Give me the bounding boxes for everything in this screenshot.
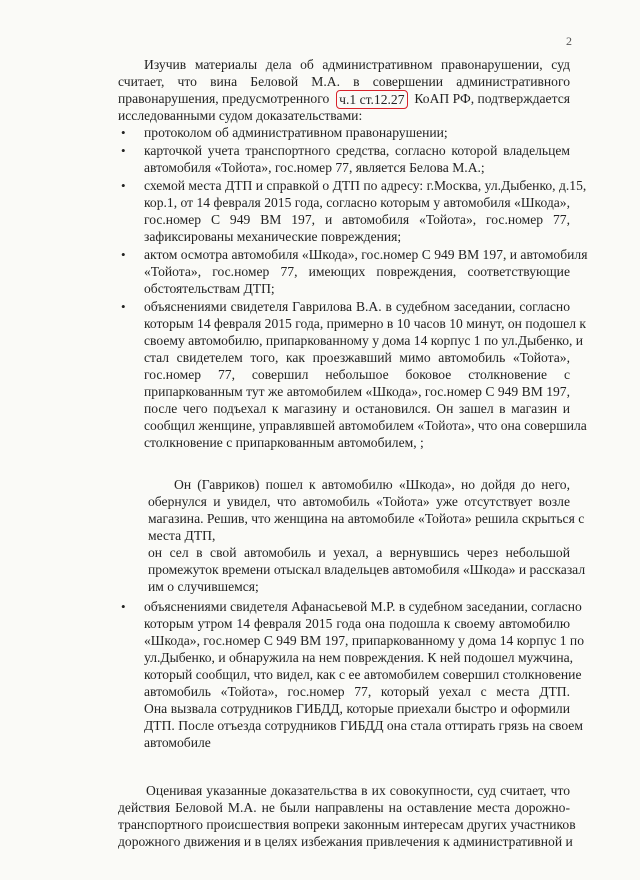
afanasyeva-line: который сообщил, что видел, как с ее автомобилем совершил столкновение [144, 667, 582, 682]
evidence-item-5-line: сообщил женщине, управлявшей автомобилем «Тойота», что она совершила [144, 418, 587, 433]
conclusion-line: дорожного движения и в целях избежания привлечения к административной и [118, 834, 573, 849]
evidence-item-2-line: автомобиля «Тойота», гос.номер 77, является Белова М.А.; [144, 160, 485, 175]
evidence-item-5-line: гос.номер 77, совершил небольшое боковое столкновение с [144, 367, 570, 382]
afanasyeva-line: автомобиль «Тойота», гос.номер 77, который уехал с места ДТП. [144, 684, 570, 699]
evidence-item-5-line: объяснениями свидетеля Гаврилова В.А. в судебном заседании, согласно [144, 299, 570, 314]
law-article-highlight: ч.1 ст.12.27 [336, 90, 407, 109]
evidence-item-4-line: актом осмотра автомобиля «Шкода», гос.номер С 949 ВМ 197, и автомобиля [144, 247, 588, 262]
intro-line-3-start: правонарушения, предусмотренного [118, 91, 330, 106]
afanasyeva-line: ул.Дыбенко, и обнаружила на нем повреждения. К ней подошел мужчина, [144, 650, 574, 665]
gavrikov-line: магазина. Решив, что женщина на автомобиле «Тойота» решила скрыться с [148, 511, 585, 526]
intro-line-2: считает, что вина Беловой М.А. в совершении административного [118, 74, 570, 89]
bullet-icon: • [121, 178, 126, 193]
intro-line-4: исследованными судом доказательствами: [118, 108, 363, 123]
page-number: 2 [566, 34, 572, 48]
evidence-item-5-line: припаркованным тут же автомобилем «Шкода», гос.номер С 949 ВМ 197, [144, 384, 570, 399]
conclusion-line: Оценивая указанные доказательства в их совокупности, суд считает, что [146, 783, 570, 798]
evidence-item-5-line: после чего подъехал к магазину и остановился. Он зашел в магазин и [144, 401, 570, 416]
evidence-item-5-line: которым 14 февраля 2015 года, примерно в 10 часов 10 минут, он подошел к [144, 316, 587, 331]
evidence-item-1-line: протоколом об административном правонарушении; [144, 125, 448, 140]
afanasyeva-line: ДТП. После отъезда сотрудников ГИБДД она стала оттирать грязь на своем [144, 718, 583, 733]
evidence-item-4-line: обстоятельствам ДТП; [144, 281, 275, 296]
gavrikov-line: Он (Гавриков) пошел к автомобилю «Шкода», но дойдя до него, [174, 477, 570, 492]
gavrikov-line: промежуток времени отыскал владельцев автомобиля «Шкода» и рассказал [148, 562, 586, 577]
bullet-icon: • [121, 599, 126, 614]
bullet-icon: • [121, 299, 126, 314]
evidence-item-3-line: схемой места ДТП и справкой о ДТП по адресу: г.Москва, ул.Дыбенко, д.15, [144, 178, 587, 193]
afanasyeva-line: которым утром 14 февраля 2015 года она подошла к своему автомобилю [144, 616, 570, 631]
bullet-icon: • [121, 143, 126, 158]
gavrikov-line: обернулся и увидел, что автомобиль «Тойота» уже отсутствует возле [148, 494, 570, 509]
evidence-item-2-line: карточкой учета транспортного средства, согласно которой владельцем [144, 143, 570, 158]
evidence-item-5-line: своему автомобилю, припаркованному у дома 14 корпус 1 по ул.Дыбенко, и [144, 333, 584, 348]
evidence-item-3-line: гос.номер С 949 ВМ 197, и автомобиля «Тойота», гос.номер 77, [144, 212, 570, 227]
afanasyeva-line: Она вызвала сотрудников ГИБДД, которые приехали быстро и оформили [144, 701, 570, 716]
afanasyeva-line: объяснениями свидетеля Афанасьевой М.Р. в судебном заседании, согласно [144, 599, 582, 614]
gavrikov-line: он сел в свой автомобиль и уехал, а вернувшись через небольшой [148, 545, 570, 560]
evidence-item-3-line: зафиксированы механические повреждения; [144, 229, 402, 244]
intro-line-1: Изучив материалы дела об административном правонарушении, суд [144, 57, 570, 72]
evidence-item-4-line: «Тойота», гос.номер 77, имеющих повреждения, соответствующие [144, 264, 570, 279]
evidence-item-5-line: столкновение с припаркованным автомобилем, ; [144, 435, 424, 450]
evidence-item-5-line: стал свидетелем того, как проезжавший мимо автомобиль «Тойота», [144, 350, 570, 365]
gavrikov-line: им о случившемся; [148, 579, 259, 594]
gavrikov-line: места ДТП, [148, 528, 216, 543]
conclusion-line: транспортного происшествия вопреки законным интересам других участников [118, 817, 576, 832]
afanasyeva-line: автомобиле [144, 735, 211, 750]
bullet-icon: • [121, 247, 126, 262]
evidence-item-3-line: кор.1, от 14 февраля 2015 года, согласно которым у автомобиля «Шкода», [144, 195, 570, 210]
afanasyeva-line: «Шкода», гос.номер С 949 ВМ 197, припаркованному у дома 14 корпус 1 по [144, 633, 584, 648]
intro-line-3-end: КоАП РФ, подтверждается [414, 91, 570, 106]
conclusion-line: действия Беловой М.А. не были направлены на оставление места дорожно- [118, 800, 570, 815]
bullet-icon: • [121, 125, 126, 140]
